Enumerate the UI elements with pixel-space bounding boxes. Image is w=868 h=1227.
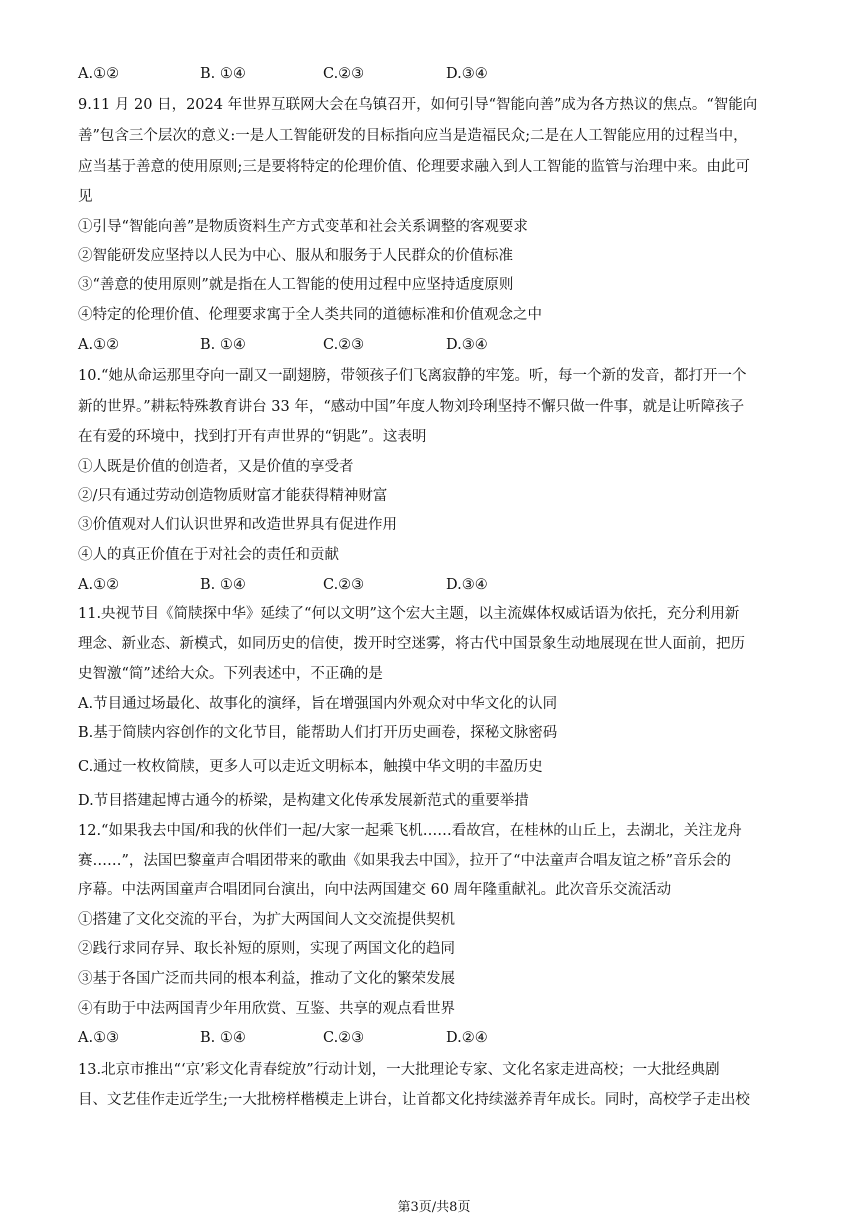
q8-option-b: B. ①④: [200, 66, 246, 82]
q9-stem-line: 见: [78, 189, 93, 205]
q12-item-3: ③基于各国广泛而共同的根本利益，推动了文化的繁荣发展: [78, 971, 455, 987]
q11-stem-line: 理念、新业态、新模式，如同历史的信使，拨开时空迷雾，将古代中国景象生动地展现在世人面前，把历: [78, 636, 745, 652]
q12-option-b: B. ①④: [200, 1030, 246, 1046]
q12-stem-line: 序幕。中法两国童声合唱团同台演出，向中法两国建交 60 周年隆重献礼。此次音乐交流活动: [78, 882, 672, 898]
q10-item-2: ②/只有通过劳动创造物质财富才能获得精神财富: [78, 488, 388, 504]
q10-option-a: A.①②: [78, 577, 120, 593]
q11-choice-a: A.节目通过场最化、故事化的演绎，旨在增强国内外观众对中华文化的认同: [78, 696, 558, 712]
q11-stem-line: 史智激“简”述给大众。下列表述中，不正确的是: [78, 666, 383, 682]
q12-item-4: ④有助于中法两国青少年用欣赏、互鉴、共享的观点看世界: [78, 1001, 455, 1017]
q10-stem-line: 10.“她从命运那里夺向一副又一副翅膀，带领孩子们飞离寂静的牢笼。听，每一个新的发音，都打开一个: [78, 368, 747, 384]
q8-option-d: D.③④: [446, 66, 488, 82]
q12-option-d: D.②④: [446, 1030, 488, 1046]
q10-stem-line: 在有爱的环境中，找到打开有声世界的“钥匙”。这表明: [78, 429, 427, 445]
q9-item-2: ②智能研发应坚持以人民为中心、服从和服务于人民群众的价值标准: [78, 248, 513, 264]
q9-option-c: C.②③: [323, 337, 365, 353]
q13-stem-line: 目、文艺佳作走近学生;一大批榜样楷模走上讲台，让首都文化持续滋养青年成长。同时，高校学子走出校: [78, 1092, 750, 1108]
q10-item-1: ①人既是价值的创造者，又是价值的享受者: [78, 459, 354, 475]
q12-options: [78, 1028, 798, 1048]
q12-stem-line: 赛……”，法国巴黎童声合唱团带来的歌曲《如果我去中国》，拉开了“中法童声合唱友谊之桥”音乐会的: [78, 853, 731, 869]
q8-option-a: A.①②: [78, 66, 120, 82]
q11-choice-d: D.节目搭建起博古通今的桥梁，是构建文化传承发展新范式的重要举措: [78, 793, 529, 809]
q13-stem-line: 13.北京市推出“‘京’彩文化青春绽放”行动计划，一大批理论专家、文化名家走进高校；一大批经典剧: [78, 1062, 720, 1078]
q11-choice-c: C.通过一枚枚简牍，更多人可以走近文明标本，触摸中华文明的丰盈历史: [78, 759, 543, 775]
q9-option-a: A.①②: [78, 337, 120, 353]
q8-options: [78, 64, 798, 84]
q9-option-d: D.③④: [446, 337, 488, 353]
q9-stem-line: 应当基于善意的使用原则;三是要将特定的伦理价值、伦理要求融入到人工智能的监管与治理中来。由此可: [78, 159, 750, 175]
q9-stem-line: 9.11 月 20 日，2024 年世界互联网大会在乌镇召开，如何引导“智能向善”成为各方热议的焦点。“智能向: [78, 97, 758, 113]
q10-option-d: D.③④: [446, 577, 488, 593]
q10-item-3: ③价值观对人们认识世界和改造世界具有促进作用: [78, 517, 397, 533]
q8-option-c: C.②③: [323, 66, 365, 82]
q11-choice-b: B.基于简牍内容创作的文化节目，能帮助人们打开历史画卷，探秘文脉密码: [78, 725, 558, 741]
page-number: 第3页/共8页: [397, 1200, 471, 1215]
q12-item-2: ②践行求同存异、取长补短的原则，实现了两国文化的趋同: [78, 941, 455, 957]
q9-options: [78, 335, 798, 355]
q10-option-b: B. ①④: [200, 577, 246, 593]
q10-item-4: ④人的真正价值在于对社会的责任和贡献: [78, 547, 339, 563]
q9-option-b: B. ①④: [200, 337, 246, 353]
q10-stem-line: 新的世界。”耕耘特殊教育讲台 33 年，“感动中国”年度人物刘玲琍坚持不懈只做一件事，就是让听障孩子: [78, 399, 745, 415]
q10-options: [78, 575, 798, 595]
q12-item-1: ①搭建了文化交流的平台，为扩大两国间人文交流提供契机: [78, 912, 455, 928]
q9-item-4: ④特定的伦理价值、伦理要求寓于全人类共同的道德标准和价值观念之中: [78, 307, 542, 323]
q9-item-1: ①引导“智能向善”是物质资料生产方式变革和社会关系调整的客观要求: [78, 219, 528, 235]
q10-option-c: C.②③: [323, 577, 365, 593]
q12-option-c: C.②③: [323, 1030, 365, 1046]
q9-item-3: ③“善意的使用原则”就是指在人工智能的使用过程中应坚持适度原则: [78, 277, 514, 293]
q11-stem-line: 11.央视节目《简牍探中华》延续了“何以文明”这个宏大主题，以主流媒体权威话语为依托，充分利用新: [78, 606, 740, 622]
q9-stem-line: 善”包含三个层次的意义:一是人工智能研发的目标指向应当是造福民众;二是在人工智能应用的过程当中，: [78, 128, 748, 144]
q12-option-a: A.①③: [78, 1030, 120, 1046]
q12-stem-line: 12.“如果我去中国/和我的伙伴们一起/大家一起乘飞机……看故宫，在桂林的山丘上，去湖北，关注龙舟: [78, 823, 742, 839]
